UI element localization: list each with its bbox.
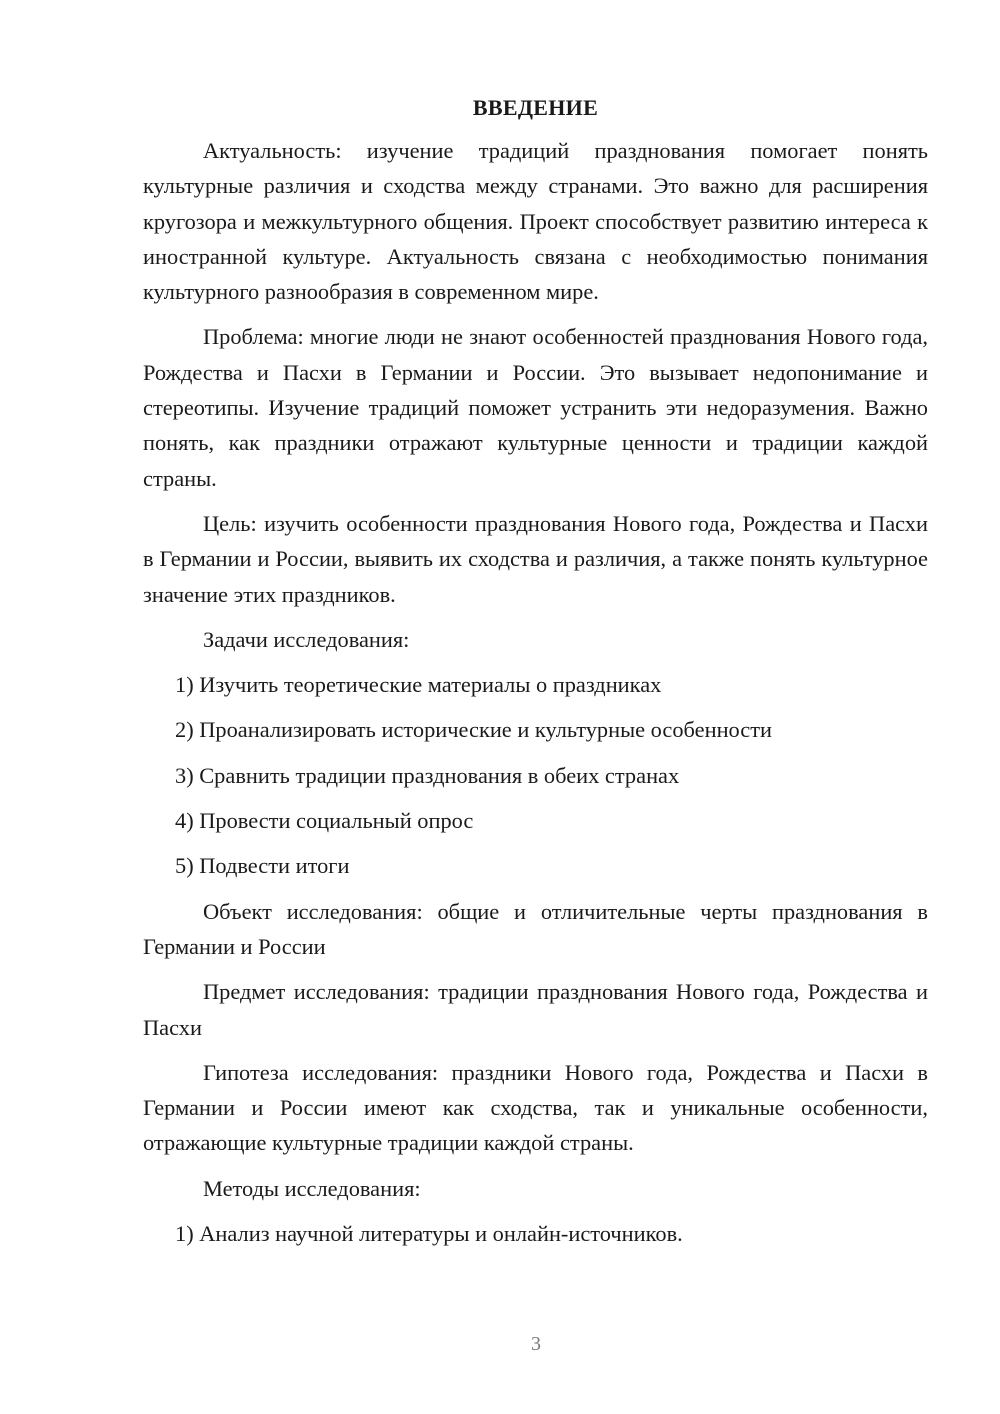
method-item-1: 1) Анализ научной литературы и онлайн-источников. — [175, 1221, 683, 1247]
goal-paragraph: Цель: изучить особенности празднования Нового года, Рождества и Пасхи в Германии и России, выявить их сходства и различия, а также понять культурное значение этих праздников. — [143, 510, 928, 607]
hypothesis-paragraph: Гипотеза исследования: праздники Нового года, Рождества и Пасхи в Германии и России имеют как сходства, так и уникальные особенности, отражающие культурные традиции каждой страны. — [143, 1059, 928, 1156]
task-item-5: 5) Подвести итоги — [175, 853, 350, 879]
page-number: 3 — [531, 1333, 541, 1355]
object-paragraph: Объект исследования: общие и отличительные черты празднования в Германии и России — [143, 898, 928, 959]
task-item-4: 4) Провести социальный опрос — [175, 808, 474, 834]
problem-paragraph: Проблема: многие люди не знают особенностей празднования Нового года, Рождества и Пасхи в Германии и России. Это вызывает недопонимание и стереотипы. Изучение традиций поможет устранить эти недоразумения. Важно понять, как праздники отражают культурные ценности и традиции каждой страны. — [143, 324, 928, 491]
methods-label: Методы исследования: — [203, 1175, 421, 1201]
document-page — [143, 95, 928, 1261]
task-item-2: 2) Проанализировать исторические и культурные особенности — [175, 717, 773, 743]
task-item-3: 3) Сравнить традиции празднования в обеих странах — [175, 762, 680, 788]
task-item-1: 1) Изучить теоретические материалы о праздниках — [175, 672, 662, 698]
subject-paragraph: Предмет исследования: традиции празднования Нового года, Рождества и Пасхи — [143, 979, 928, 1040]
relevance-paragraph: Актуальность: изучение традиций празднования помогает понять культурные различия и сходства между странами. Это важно для расширения кругозора и межкультурного общения. Проект способствует развитию интереса к иностранной культуре. Актуальность связана с необходимостью понимания культурного разнообразия в современном мире. — [143, 138, 928, 305]
section-heading: ВВЕДЕНИЕ — [472, 95, 599, 120]
tasks-label: Задачи исследования: — [203, 626, 410, 652]
